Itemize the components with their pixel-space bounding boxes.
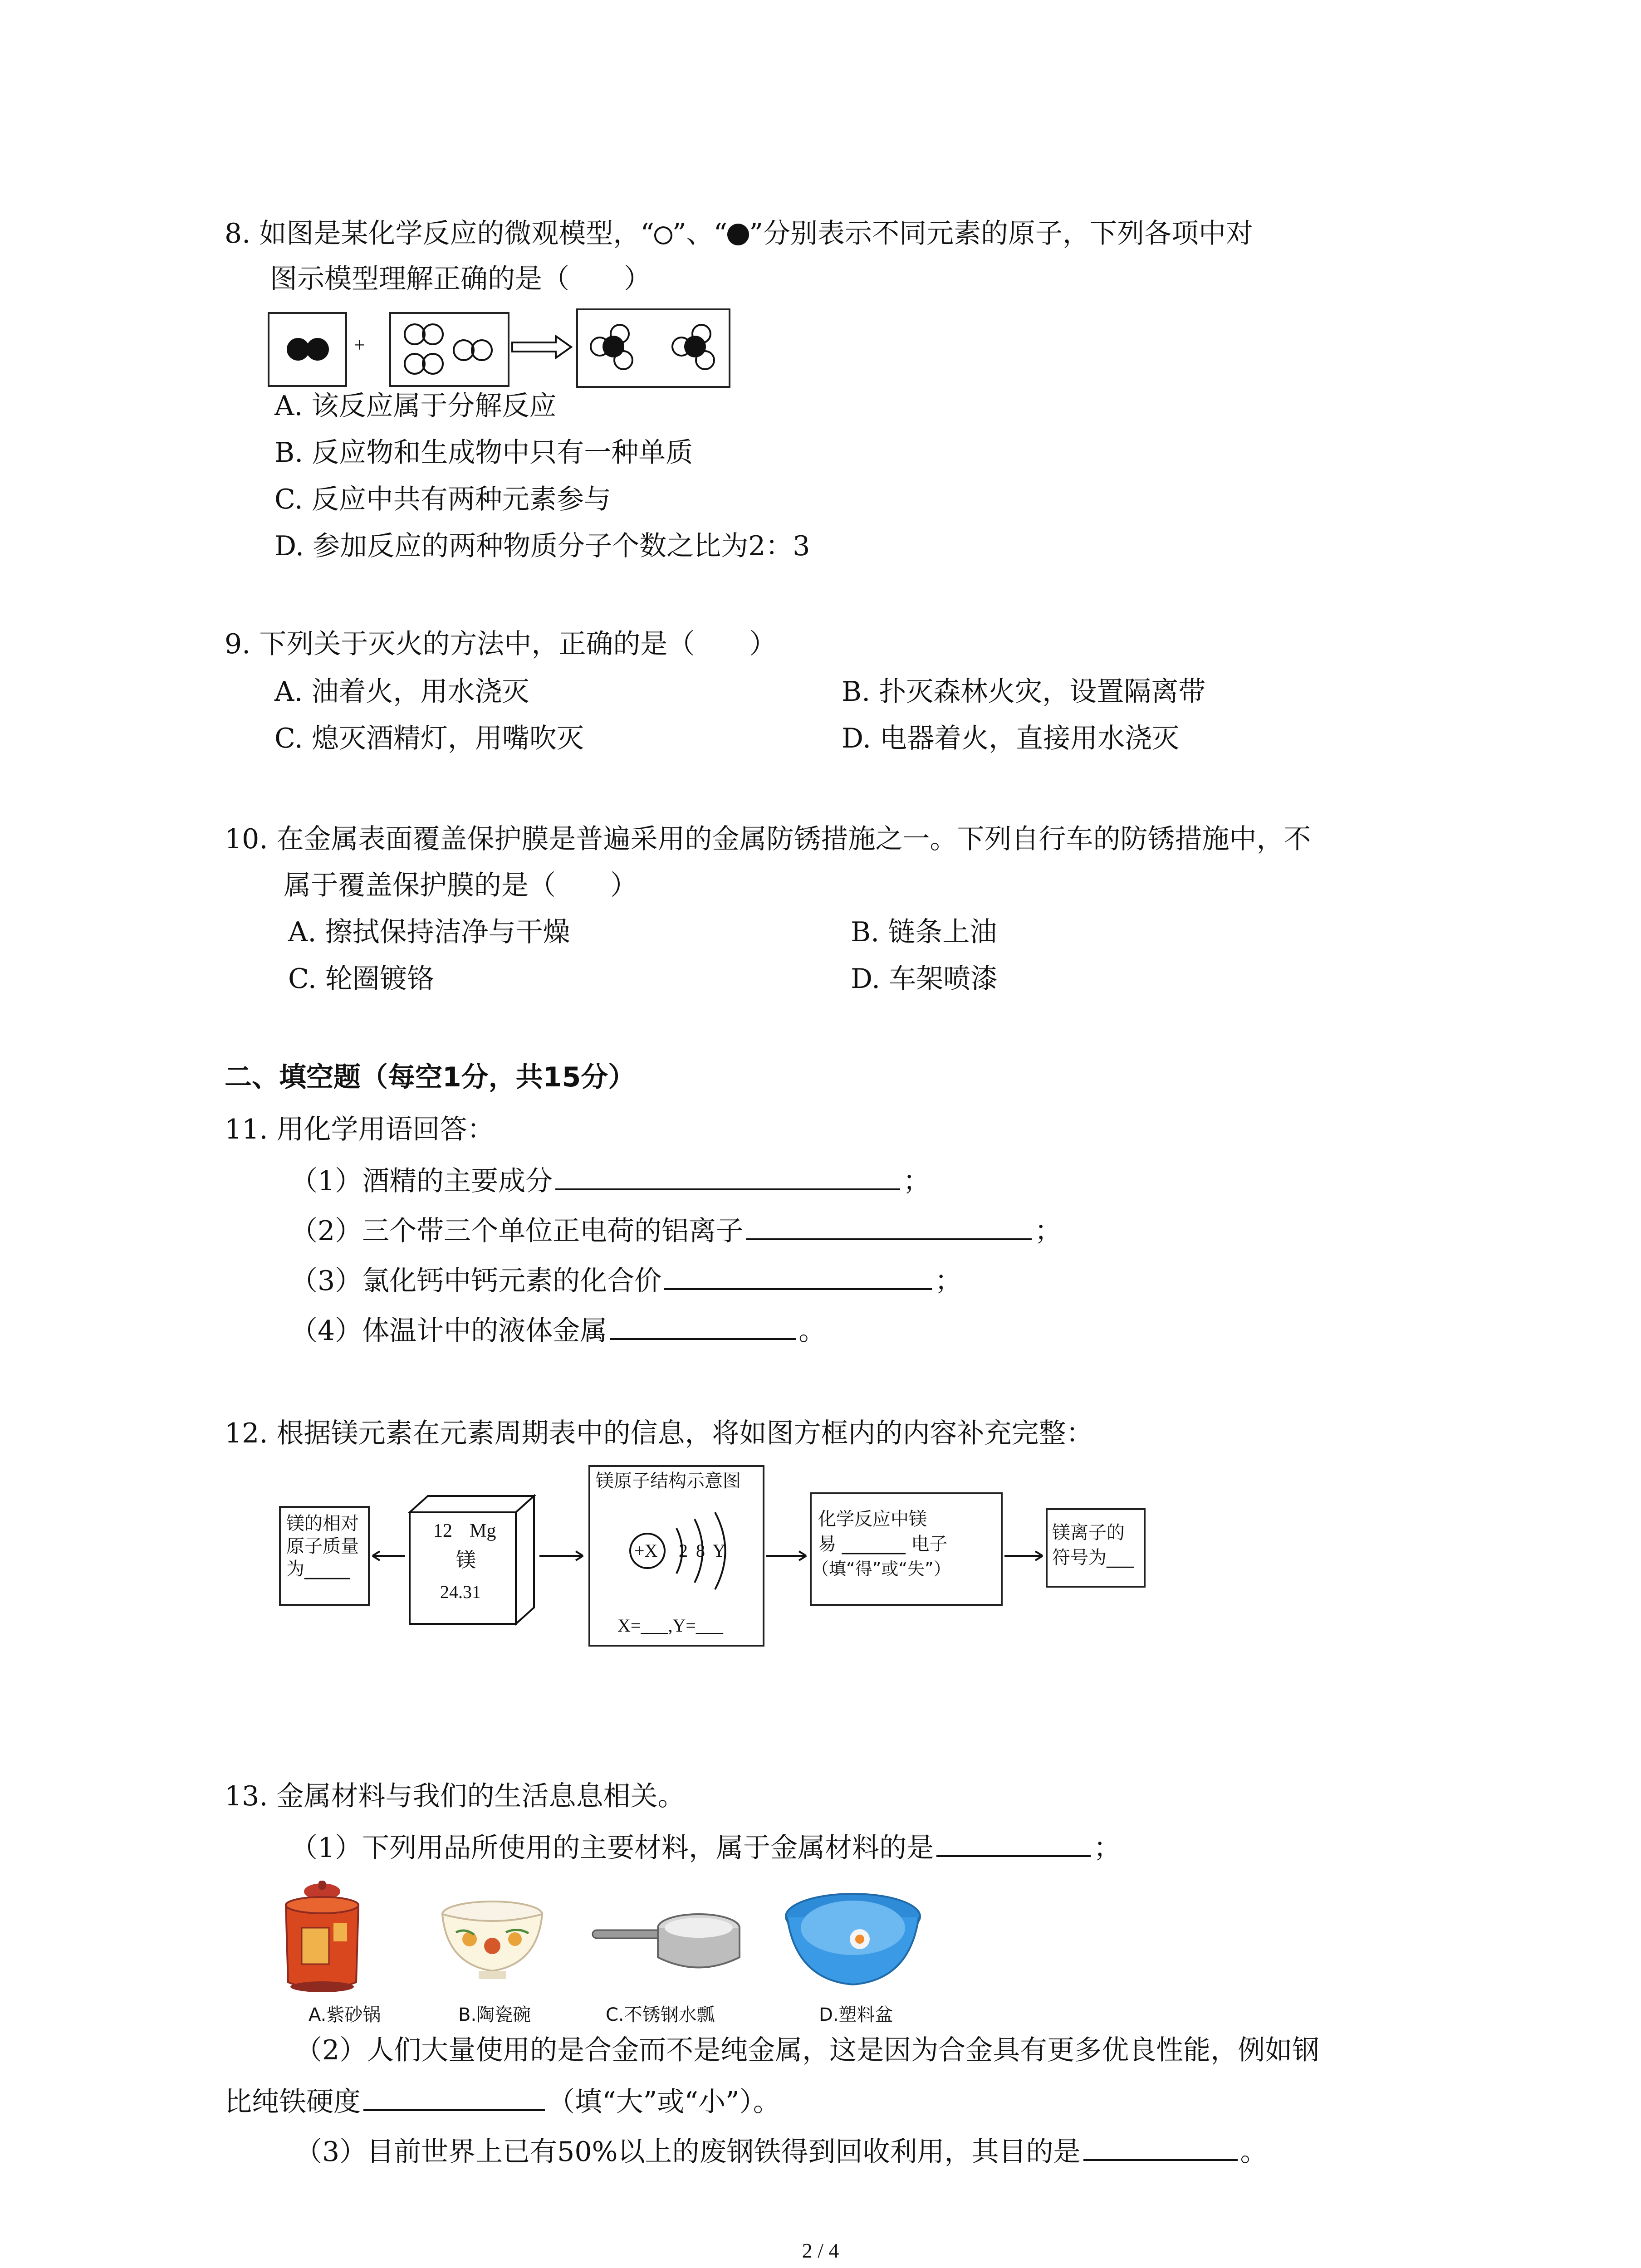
ion-line-2[interactable]: 符号为___ <box>1052 1547 1134 1568</box>
relative-mass-box <box>279 1506 370 1606</box>
element-name: 镁 <box>456 1549 476 1572</box>
q13-answer-blank-2[interactable] <box>363 2082 545 2111</box>
electron-shells: 2 8 Y <box>679 1540 728 1561</box>
q11-item-1-text: （1）酒精的主要成分 <box>290 1165 553 1197</box>
q11-answer-blank-4[interactable] <box>610 1311 796 1340</box>
q11-item-4-text: （4）体温计中的液体金属 <box>290 1315 607 1347</box>
ion-line-1: 镁离子的 <box>1052 1522 1125 1543</box>
q11-answer-blank-2[interactable] <box>746 1211 1032 1240</box>
ion-symbol-box <box>1046 1508 1146 1588</box>
plastic-basin-image <box>783 1889 923 1994</box>
q13-item-3-end: 。 <box>1240 2136 1268 2168</box>
arrow-right-icon <box>1003 1547 1046 1565</box>
q11-item-4-end: 。 <box>798 1315 826 1347</box>
q13-item-2-line2 <box>225 2082 780 2120</box>
q10-stem-line2: 属于覆盖保护膜的是（ ） <box>284 870 637 901</box>
atomic-mass: 24.31 <box>440 1582 481 1602</box>
q11-item-3 <box>290 1261 962 1299</box>
reaction-diagram <box>268 308 735 388</box>
nucleus-charge: +X <box>634 1540 658 1561</box>
relative-mass-line-1: 镁的相对 <box>286 1513 359 1534</box>
section-2-title: 二、填空题（每空1分，共15分） <box>225 1061 636 1093</box>
q9-option-a: A. 油着火，用水浇灭 <box>274 676 529 708</box>
q9-option-b: B. 扑灭森林火灾，设置隔离带 <box>842 676 1206 708</box>
q11-item-2 <box>290 1211 1062 1249</box>
reactant-box-2 <box>389 312 509 387</box>
q10-option-d: D. 车架喷漆 <box>851 963 998 995</box>
caption-clay-pot: A.紫砂锅 <box>309 2004 381 2025</box>
caption-plastic-basin: D.塑料盆 <box>819 2004 893 2025</box>
q13-item-2-text-b: （填“大”或“小”）。 <box>548 2086 780 2118</box>
q13-item-3 <box>295 2132 1268 2170</box>
arrow-left-icon <box>370 1547 406 1565</box>
reaction-line-2[interactable]: 易 _______ 电子 <box>818 1534 948 1554</box>
arrow-right-icon <box>764 1547 810 1565</box>
solid-circle-icon <box>727 224 749 245</box>
q11-item-1 <box>290 1161 930 1199</box>
relative-mass-line-3[interactable]: 为_____ <box>286 1559 350 1579</box>
q13-answer-blank-3[interactable] <box>1083 2132 1238 2161</box>
q9-option-d: D. 电器着火，直接用水浇灭 <box>842 723 1180 754</box>
q11-item-2-text: （2）三个带三个单位正电荷的铝离子 <box>290 1215 744 1247</box>
atomic-structure-box <box>588 1465 764 1647</box>
white-molecules-icon <box>391 314 508 385</box>
steel-ladle-image <box>590 1903 744 1980</box>
hollow-circle-icon <box>654 226 672 244</box>
q8-option-d: D. 参加反应的两种物质分子个数之比为2：3 <box>274 530 810 562</box>
page-number: 2 / 4 <box>802 2239 839 2262</box>
q8-option-a: A. 该反应属于分解反应 <box>274 390 557 422</box>
q13-item-2-line1: （2）人们大量使用的是合金而不是纯金属，这是因为合金具有更多优良性能，例如钢 <box>295 2034 1320 2066</box>
arrow-right-icon <box>538 1547 588 1565</box>
q13-item-2-text-a: 比纯铁硬度 <box>225 2086 361 2118</box>
magnesium-diagram <box>272 1465 1161 1647</box>
q9-option-c: C. 熄灭酒精灯，用嘴吹灭 <box>274 723 584 754</box>
product-box <box>576 308 730 388</box>
q10-stem-line1: 10. 在金属表面覆盖保护膜是普遍采用的金属防锈措施之一。下列自行车的防锈措施中，不 <box>225 823 1311 855</box>
caption-steel-ladle: C.不锈钢水瓢 <box>606 2004 715 2025</box>
q10-option-b: B. 链条上油 <box>851 916 997 948</box>
q11-answer-blank-3[interactable] <box>664 1261 932 1290</box>
caption-ceramic-bowl: B.陶瓷碗 <box>458 2004 531 2025</box>
reactant-box-1 <box>268 312 347 387</box>
q10-option-a: A. 擦拭保持洁净与干燥 <box>288 916 570 948</box>
reaction-line-1: 化学反应中镁 <box>818 1509 927 1530</box>
reaction-tendency-box <box>810 1492 1003 1606</box>
q8-stem-part-c: ”分别表示不同元素的原子，下列各项中对 <box>749 218 1254 249</box>
element-symbol: Mg <box>470 1520 496 1541</box>
clay-pot-image <box>277 1878 367 2005</box>
relative-mass-line-2: 原子质量 <box>286 1536 359 1557</box>
q11-item-3-end: ； <box>935 1265 962 1297</box>
q8-option-b: B. 反应物和生成物中只有一种单质 <box>274 437 693 469</box>
x-y-answer-line[interactable]: X=___,Y=___ <box>617 1615 723 1636</box>
structure-title: 镁原子结构示意图 <box>596 1471 741 1491</box>
q8-stem-part-a: 8. 如图是某化学反应的微观模型，“ <box>225 218 654 249</box>
reaction-line-3: （填“得”或“失”） <box>812 1559 951 1579</box>
q13-item-3-text: （3）目前世界上已有50%以上的废钢铁得到回收利用，其目的是 <box>295 2136 1081 2168</box>
q11-answer-blank-1[interactable] <box>555 1161 900 1190</box>
q11-item-3-text: （3）氯化钙中钙元素的化合价 <box>290 1265 662 1297</box>
q8-option-c: C. 反应中共有两种元素参与 <box>274 484 611 515</box>
q10-option-c: C. 轮圈镀铬 <box>288 963 434 995</box>
q13-stem: 13. 金属材料与我们的生活息息相关。 <box>225 1780 685 1812</box>
product-molecules-icon <box>578 310 729 386</box>
q11-item-1-end: ； <box>903 1165 931 1197</box>
ceramic-bowl-image <box>438 1896 547 1987</box>
q9-stem: 9. 下列关于灭火的方法中，正确的是（ ） <box>225 628 777 660</box>
reaction-arrow-icon <box>510 333 574 361</box>
q13-item-1-text: （1）下列用品所使用的主要材料，属于金属材料的是 <box>290 1832 934 1864</box>
q13-item-1-end: ； <box>1093 1832 1121 1864</box>
q8-stem-line2: 图示模型理解正确的是（ ） <box>270 263 651 295</box>
black-molecule-icon <box>269 314 345 385</box>
q11-item-4 <box>290 1311 826 1349</box>
q8-stem-line1 <box>225 215 1253 252</box>
q13-item-1 <box>290 1828 1121 1866</box>
q11-stem: 11. 用化学用语回答： <box>225 1114 495 1145</box>
atomic-number: 12 <box>433 1520 452 1541</box>
q12-stem: 12. 根据镁元素在元素周期表中的信息，将如图方框内的内容补充完整： <box>225 1418 1093 1449</box>
plus-sign: + <box>354 334 365 356</box>
q11-item-2-end: ； <box>1034 1215 1062 1247</box>
q8-stem-part-b: ”、“ <box>672 218 728 249</box>
q13-answer-blank-1[interactable] <box>936 1828 1091 1857</box>
